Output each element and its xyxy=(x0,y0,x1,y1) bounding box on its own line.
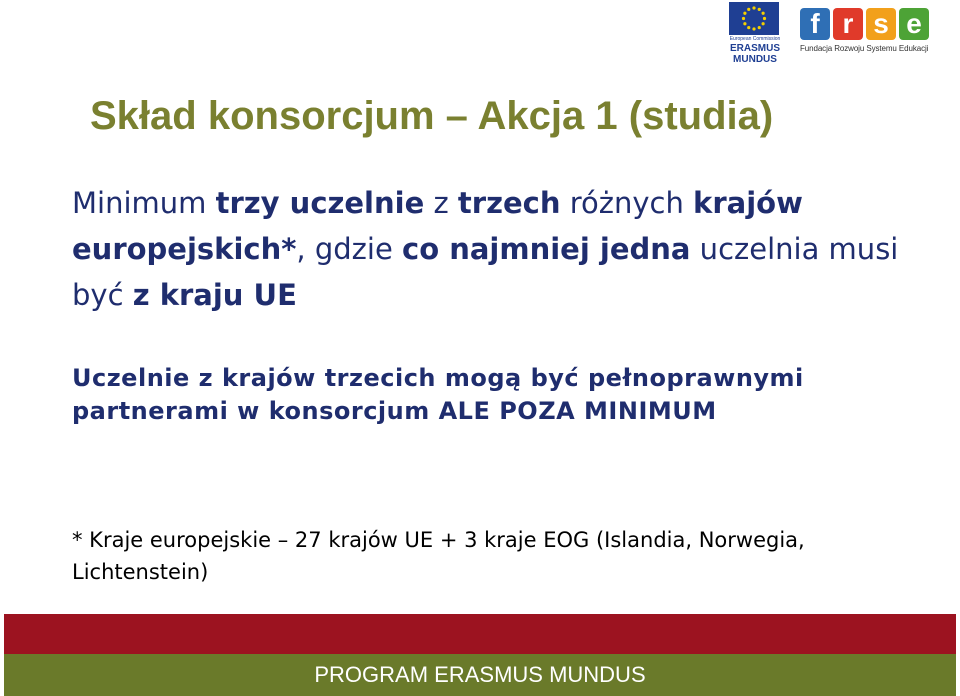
eu-commission-label: European Commission xyxy=(729,36,781,42)
eu-stars-icon xyxy=(729,2,779,35)
erasmus-mundus-wordmark xyxy=(727,43,783,65)
footnote: * Kraje europejskie – 27 krajów UE + 3 kraje EOG (Islandia, Norwegia, Lichtenstein) xyxy=(72,528,805,584)
frse-letter-s: s xyxy=(866,8,896,40)
footer-program-label: PROGRAM ERASMUS MUNDUS xyxy=(314,662,646,687)
p1-bold-5: z kraju UE xyxy=(132,278,297,312)
p1-bold-3: krajów europejskich* xyxy=(72,186,803,266)
frse-letter-f: f xyxy=(800,8,830,40)
frse-letter-r: r xyxy=(833,8,863,40)
slide-title: Skład konsorcjum – Akcja 1 (studia) xyxy=(90,94,774,138)
frse-logo xyxy=(800,8,932,58)
frse-letter-e: e xyxy=(899,8,929,40)
p1-text-2: z xyxy=(424,186,458,220)
mundus-label: MUNDUS xyxy=(733,54,777,65)
p1-text-4: , gdzie xyxy=(296,232,402,266)
footer-green-band xyxy=(4,654,956,696)
p1-bold-4: co najmniej jedna xyxy=(402,232,691,266)
consortium-requirement-paragraph xyxy=(72,180,932,318)
p1-bold-1: trzy uczelnie xyxy=(215,186,425,220)
third-country-paragraph: Uczelnie z krajów trzecich mogą być pełnoprawnymi partnerami w konsorcjum ALE POZA MINIMUM xyxy=(72,364,804,425)
p1-bold-2: trzech xyxy=(457,186,561,220)
eu-erasmus-mundus-logo xyxy=(727,2,783,66)
p1-text-3: różnych xyxy=(560,186,694,220)
p1-text-5: uczelnia musi być xyxy=(72,232,899,312)
erasmus-label: ERASMUS xyxy=(729,43,780,54)
eu-flag-icon xyxy=(729,2,779,35)
frse-letters xyxy=(800,8,932,44)
frse-caption: Fundacja Rozwoju Systemu Edukacji xyxy=(800,44,929,53)
p1-text-1: Minimum xyxy=(72,186,216,220)
footer-red-band xyxy=(4,614,956,654)
